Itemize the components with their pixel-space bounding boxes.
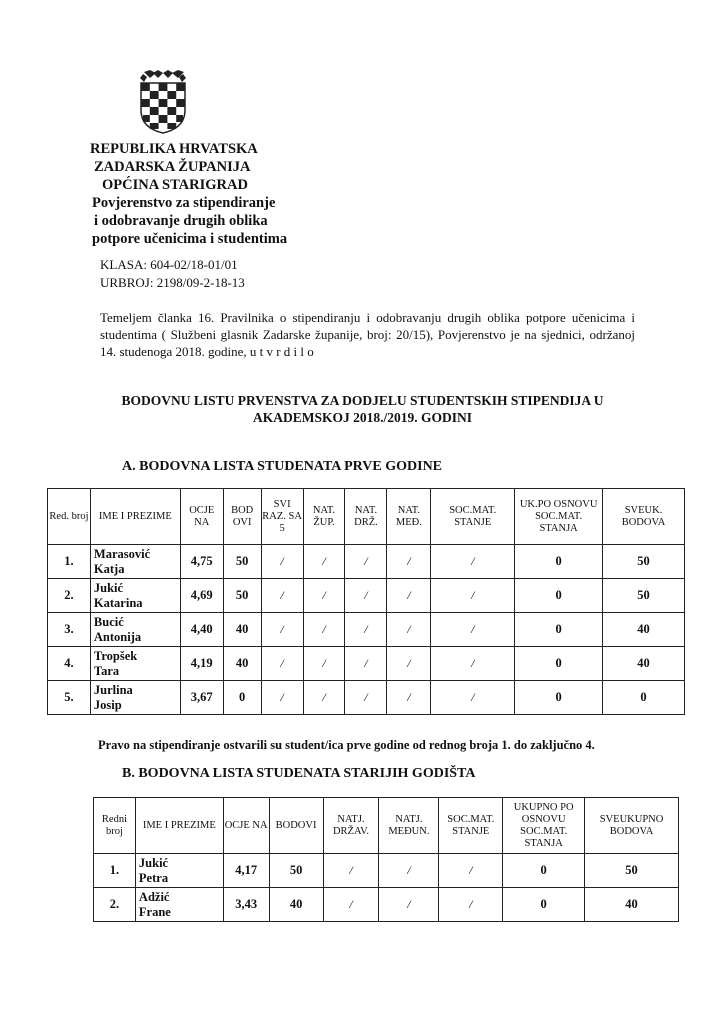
- cell-name: [135, 888, 223, 922]
- cell-social-points: 0: [515, 579, 603, 613]
- document-title-line-1: BODOVNU LISTU PRVENSTVA ZA DODJELU STUDENTSKIH STIPENDIJA U: [121, 393, 604, 408]
- coat-of-arms-icon: [138, 70, 188, 134]
- institution-header: [90, 140, 287, 248]
- col-header: NAT. DRŽ.: [345, 489, 387, 545]
- cell-intl-comp: /: [387, 681, 431, 715]
- col-header: SVI RAZ. SA 5: [261, 489, 303, 545]
- cell-num: 3.: [48, 613, 91, 647]
- first-name: Tara: [93, 663, 120, 678]
- col-header: SVEUKUPNO BODOVA: [585, 798, 679, 854]
- cell-social-points: 0: [515, 647, 603, 681]
- cell-points: 40: [223, 613, 261, 647]
- cell-total: 50: [603, 579, 685, 613]
- cell-points: 40: [223, 647, 261, 681]
- col-header: BODOVI: [269, 798, 323, 854]
- document-reference: [100, 256, 245, 292]
- cell-all-fives: /: [261, 579, 303, 613]
- cell-social-status: /: [431, 613, 515, 647]
- header-line-country: REPUBLIKA HRVATSKA: [90, 141, 258, 157]
- first-year-note: Pravo na stipendiranje ostvarili su student/ica prve godine od rednog broja 1. do zaključno 4.: [98, 738, 595, 752]
- cell-intl-comp: /: [387, 545, 431, 579]
- surname: Jukić: [138, 855, 169, 870]
- col-header: NATJ. DRŽAV.: [323, 798, 379, 854]
- surname: Adžić: [138, 889, 170, 904]
- cell-social-status: /: [431, 579, 515, 613]
- surname: Tropšek: [93, 648, 138, 663]
- header-line-committee-3: potpore učenicima i studentima: [92, 231, 288, 247]
- cell-all-fives: /: [261, 647, 303, 681]
- first-year-table: [47, 488, 685, 715]
- surname: Jukić: [93, 580, 124, 595]
- first-name: Petra: [138, 870, 169, 885]
- cell-name: [90, 579, 180, 613]
- intro-paragraph: Temeljem članka 16. Pravilnika o stipendiranju i odobravanju drugih oblika potpore učenicima i studentima ( Službeni glasnik Zadarske županije, broj: 20/15), Povjerenstvo je na sjednici, održanoj 14. studenoga 2018. godine, u t v r d i l o: [100, 310, 635, 359]
- cell-name: [90, 681, 180, 715]
- cell-state-comp: /: [345, 647, 387, 681]
- cell-county-comp: /: [303, 579, 345, 613]
- urbroj-number: URBROJ: 2198/09-2-18-13: [100, 275, 245, 290]
- cell-points: 40: [269, 888, 323, 922]
- col-header: UK.PO OSNOVU SOC.MAT. STANJA: [515, 489, 603, 545]
- col-header: IME I PREZIME: [135, 798, 223, 854]
- cell-state-comp: /: [345, 579, 387, 613]
- cell-county-comp: /: [303, 681, 345, 715]
- header-line-county: ZADARSKA ŽUPANIJA: [94, 159, 251, 175]
- first-name: Frane: [138, 904, 171, 919]
- col-header: SOC.MAT. STANJE: [431, 489, 515, 545]
- cell-name: [135, 854, 223, 888]
- cell-num: 1.: [94, 854, 136, 888]
- cell-social-status: /: [431, 647, 515, 681]
- cell-total: 50: [585, 854, 679, 888]
- col-header: NATJ. MEĐUN.: [379, 798, 439, 854]
- table-row: [48, 681, 685, 715]
- table-row: [48, 647, 685, 681]
- table-row: [48, 579, 685, 613]
- cell-points: 50: [223, 579, 261, 613]
- cell-social-status: /: [439, 854, 503, 888]
- cell-grade: 4,69: [180, 579, 223, 613]
- table-header-row: [48, 489, 685, 545]
- cell-total: 40: [603, 647, 685, 681]
- cell-social-points: 0: [503, 888, 585, 922]
- surname: Marasović: [93, 546, 151, 561]
- col-header: NAT. MEĐ.: [387, 489, 431, 545]
- cell-points: 50: [223, 545, 261, 579]
- col-header: IME I PREZIME: [90, 489, 180, 545]
- table-row: [48, 545, 685, 579]
- cell-intl-comp: /: [387, 613, 431, 647]
- col-header: Redni broj: [94, 798, 136, 854]
- col-header: SOC.MAT. STANJE: [439, 798, 503, 854]
- table-row: [94, 854, 679, 888]
- cell-grade: 3,43: [223, 888, 269, 922]
- section-a-title: A. BODOVNA LISTA STUDENATA PRVE GODINE: [122, 459, 443, 474]
- older-years-table: [93, 797, 679, 922]
- cell-total: 40: [603, 613, 685, 647]
- document-title: [90, 392, 635, 426]
- header-line-committee-1: Povjerenstvo za stipendiranje: [92, 195, 276, 211]
- col-header: NAT. ŽUP.: [303, 489, 345, 545]
- cell-grade: 4,40: [180, 613, 223, 647]
- cell-state-comp: /: [323, 888, 379, 922]
- cell-social-status: /: [439, 888, 503, 922]
- cell-social-points: 0: [515, 613, 603, 647]
- cell-total: 0: [603, 681, 685, 715]
- cell-name: [90, 545, 180, 579]
- cell-name: [90, 647, 180, 681]
- cell-intl-comp: /: [379, 854, 439, 888]
- cell-county-comp: /: [303, 613, 345, 647]
- cell-state-comp: /: [345, 545, 387, 579]
- cell-intl-comp: /: [387, 647, 431, 681]
- table-row: [48, 613, 685, 647]
- surname: Jurlina: [93, 682, 133, 697]
- first-name: Josip: [93, 697, 122, 712]
- cell-social-points: 0: [503, 854, 585, 888]
- cell-num: 2.: [94, 888, 136, 922]
- table-header-row: [94, 798, 679, 854]
- klasa-number: KLASA: 604-02/18-01/01: [100, 257, 238, 272]
- col-header: OCJE NA: [180, 489, 223, 545]
- col-header: Red. broj: [48, 489, 91, 545]
- cell-grade: 4,75: [180, 545, 223, 579]
- cell-points: 0: [223, 681, 261, 715]
- section-b-title: B. BODOVNA LISTA STUDENATA STARIJIH GODIŠTA: [122, 766, 476, 781]
- cell-intl-comp: /: [379, 888, 439, 922]
- cell-num: 4.: [48, 647, 91, 681]
- document-title-line-2: AKADEMSKOJ 2018./2019. GODINI: [252, 410, 472, 425]
- cell-county-comp: /: [303, 545, 345, 579]
- col-header: UKUPNO PO OSNOVU SOC.MAT. STANJA: [503, 798, 585, 854]
- cell-county-comp: /: [303, 647, 345, 681]
- header-line-municipality: OPĆINA STARIGRAD: [102, 177, 248, 193]
- cell-social-status: /: [431, 545, 515, 579]
- first-name: Katja: [93, 561, 125, 576]
- cell-social-points: 0: [515, 681, 603, 715]
- cell-num: 1.: [48, 545, 91, 579]
- cell-state-comp: /: [345, 681, 387, 715]
- cell-all-fives: /: [261, 545, 303, 579]
- header-line-committee-2: i odobravanje drugih oblika: [94, 213, 268, 229]
- col-header: OCJE NA: [223, 798, 269, 854]
- col-header: SVEUK. BODOVA: [603, 489, 685, 545]
- cell-total: 40: [585, 888, 679, 922]
- first-name: Antonija: [93, 629, 142, 644]
- cell-total: 50: [603, 545, 685, 579]
- cell-grade: 3,67: [180, 681, 223, 715]
- table-row: [94, 888, 679, 922]
- cell-num: 2.: [48, 579, 91, 613]
- first-name: Katarina: [93, 595, 143, 610]
- cell-name: [90, 613, 180, 647]
- cell-points: 50: [269, 854, 323, 888]
- cell-num: 5.: [48, 681, 91, 715]
- cell-social-points: 0: [515, 545, 603, 579]
- surname: Bucić: [93, 614, 124, 629]
- cell-state-comp: /: [323, 854, 379, 888]
- cell-state-comp: /: [345, 613, 387, 647]
- cell-social-status: /: [431, 681, 515, 715]
- cell-grade: 4,19: [180, 647, 223, 681]
- cell-all-fives: /: [261, 681, 303, 715]
- cell-all-fives: /: [261, 613, 303, 647]
- cell-intl-comp: /: [387, 579, 431, 613]
- col-header: BOD OVI: [223, 489, 261, 545]
- cell-grade: 4,17: [223, 854, 269, 888]
